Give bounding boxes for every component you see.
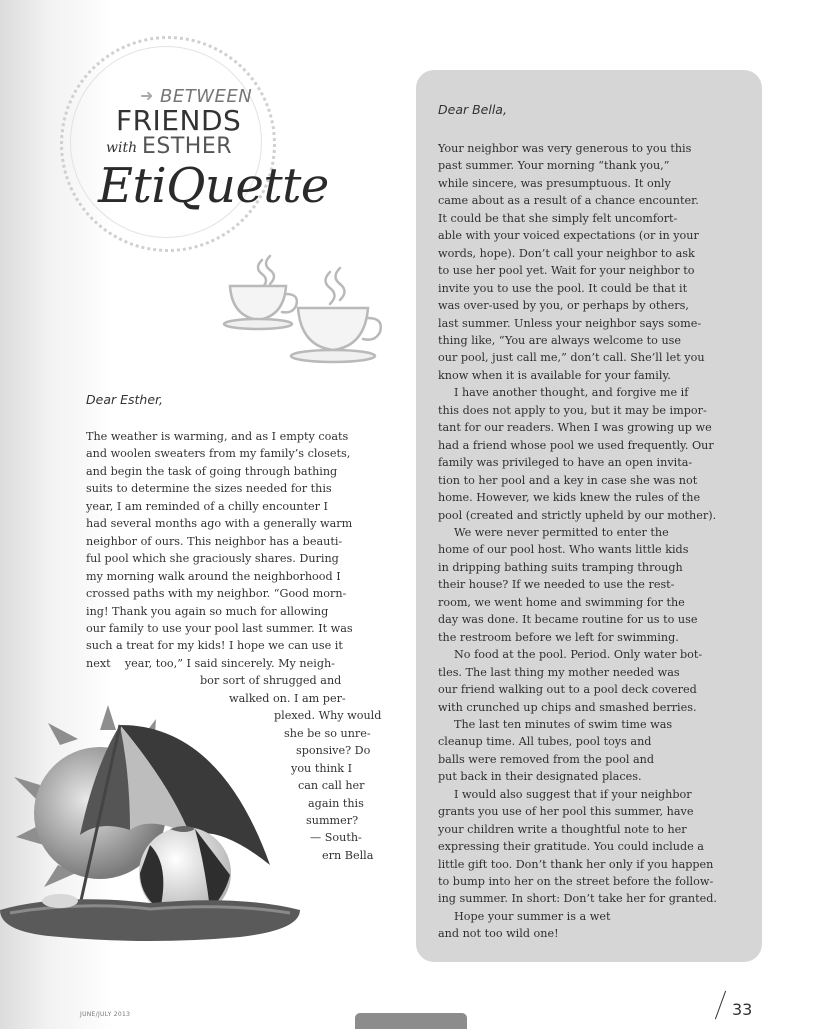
- reply-line: while sincere, was presumptuous. It only: [438, 176, 671, 190]
- reply-line: able with your voiced expectations (or in your: [438, 229, 699, 243]
- reply-line: to bump into her on the street before the follow-: [438, 875, 714, 889]
- letter-line: again this: [308, 796, 364, 810]
- reply-line: ing summer. In short: Don’t take her for granted.: [438, 892, 717, 906]
- reply-line: We were never permitted to enter the: [454, 525, 669, 539]
- letter-line: next year, too,” I said sincerely. My neigh-: [86, 656, 335, 670]
- issue-date: JUNE/JULY 2013: [80, 1011, 131, 1018]
- letter-line: The weather is warming, and as I empty coats: [86, 430, 349, 443]
- reply-line: tant for our readers. When I was growing up we: [438, 421, 712, 435]
- reply-line: family was privileged to have an open invita-: [438, 456, 693, 470]
- reply-line: put back in their designated places.: [438, 770, 642, 784]
- reply-line: our pool, just call me,” don’t call. She’ll let you: [438, 351, 705, 365]
- reply-line: your children write a thoughtful note to her: [438, 822, 687, 836]
- reply-line: home of our pool host. Who wants little kids: [438, 543, 689, 557]
- letter-line: my morning walk around the neighborhood I: [86, 569, 341, 583]
- reply-line: tles. The last thing my mother needed was: [438, 665, 680, 679]
- reply-line: balls were removed from the pool and: [438, 752, 655, 766]
- letter-line: plexed. Why would: [274, 709, 382, 723]
- reply-line: little gift too. Don’t thank her only if you happen: [438, 857, 714, 871]
- reply-line: tion to her pool and a key in case she was not: [438, 473, 698, 487]
- reply-line: The last ten minutes of swim time was: [454, 717, 673, 731]
- letter-line: sponsive? Do: [296, 744, 371, 758]
- page-number: 33: [732, 1000, 753, 1019]
- reply-line: It could be that she simply felt uncomfort-: [438, 211, 678, 225]
- reply-line: invite you to use the pool. It could be that it: [438, 281, 688, 295]
- reply-body: [438, 140, 748, 943]
- letter-line: suits to determine the sizes needed for this: [86, 482, 332, 496]
- reply-line: grants you use of her pool this summer, have: [438, 805, 694, 819]
- reply-line: this does not apply to you, but it may be impor-: [438, 403, 707, 417]
- column-title: EtiQuette: [98, 158, 329, 214]
- letter-line: year, I am reminded of a chilly encounter I: [86, 499, 328, 513]
- reply-line: words, hope). Don’t call your neighbor to ask: [438, 246, 695, 260]
- reply-line: cleanup time. All tubes, pool toys and: [438, 735, 652, 749]
- reply-line: day was done. It became routine for us to use: [438, 613, 698, 627]
- page-number-divider: [715, 991, 726, 1020]
- reply-line: last summer. Unless your neighbor says some-: [438, 316, 702, 330]
- reply-line: came about as a result of a chance encounter.: [438, 194, 699, 208]
- letter-line: ern Bella: [322, 848, 374, 862]
- reply-line: was over-used by you, or perhaps by others,: [438, 299, 689, 313]
- letter-line: and begin the task of going through bathing: [86, 464, 338, 478]
- letter-line: can call her: [298, 779, 365, 793]
- reply-line: with crunched up chips and smashed berries.: [438, 700, 697, 714]
- reply-line: No food at the pool. Period. Only water bot-: [454, 648, 703, 662]
- letter-line: she be so unre-: [284, 726, 371, 740]
- reply-line: I have another thought, and forgive me if: [454, 386, 689, 400]
- reply-line: I would also suggest that if your neighbor: [454, 787, 692, 801]
- reply-line: to use her pool yet. Wait for your neighbor to: [438, 264, 695, 278]
- letter-line: ful pool which she graciously shares. During: [86, 552, 339, 566]
- reply-line: thing like, “You are always welcome to use: [438, 333, 682, 347]
- reply-line: pool (created and strictly upheld by our mother).: [438, 508, 717, 522]
- letter-line: neighbor of ours. This neighbor has a beauti-: [86, 534, 343, 548]
- reply-line: Hope your summer is a wet: [454, 909, 611, 923]
- letter-line: walked on. I am per-: [229, 691, 346, 705]
- letter-line: bor sort of shrugged and: [200, 674, 342, 688]
- reply-line: had a friend whose pool we used frequently. Our: [438, 438, 714, 452]
- letter-salutation: Dear Esther,: [86, 392, 163, 407]
- reply-line: Your neighbor was very generous to you this: [438, 142, 692, 155]
- reply-line: the restroom before we left for swimming.: [438, 630, 679, 644]
- reply-line: know when it is available for your family.: [438, 368, 671, 382]
- reply-line: expressing their gratitude. You could include a: [438, 840, 704, 854]
- reply-line: room, we went home and swimming for the: [438, 595, 685, 609]
- letter-line: — South-: [310, 831, 362, 845]
- letter-line: ing! Thank you again so much for allowing: [86, 604, 329, 618]
- letter-line: crossed paths with my neighbor. “Good morn-: [86, 587, 347, 601]
- reply-line: their house? If we needed to use the rest-: [438, 578, 675, 592]
- reply-line: our friend walking out to a pool deck covered: [438, 683, 697, 697]
- letter-line: and woolen sweaters from my family’s closets,: [86, 447, 351, 461]
- letter-line: you think I: [291, 761, 353, 775]
- reply-line: home. However, we kids knew the rules of the: [438, 491, 701, 505]
- logo-between-text: BETWEEN: [160, 86, 253, 107]
- reply-line: past summer. Your morning “thank you,”: [438, 159, 670, 173]
- reply-line: in dripping bathing suits tramping through: [438, 560, 683, 574]
- pager-tab[interactable]: [355, 1013, 467, 1029]
- logo-with-text: with: [106, 140, 138, 156]
- letter-line: had several months ago with a generally warm: [86, 517, 353, 531]
- logo-friends-text: FRIENDS: [116, 104, 242, 137]
- letter-line: such a treat for my kids! I hope we can use it: [86, 639, 343, 653]
- logo-esther-text: ESTHER: [142, 134, 233, 159]
- beach-illustration-icon: [0, 705, 312, 945]
- letter-line: summer?: [306, 813, 359, 827]
- reply-line: and not too wild one!: [438, 927, 559, 941]
- letter-line: our family to use your pool last summer. It was: [86, 621, 353, 635]
- teacups-icon: [222, 250, 392, 370]
- arrow-icon: ➜: [140, 86, 154, 105]
- reply-salutation: Dear Bella,: [438, 102, 507, 117]
